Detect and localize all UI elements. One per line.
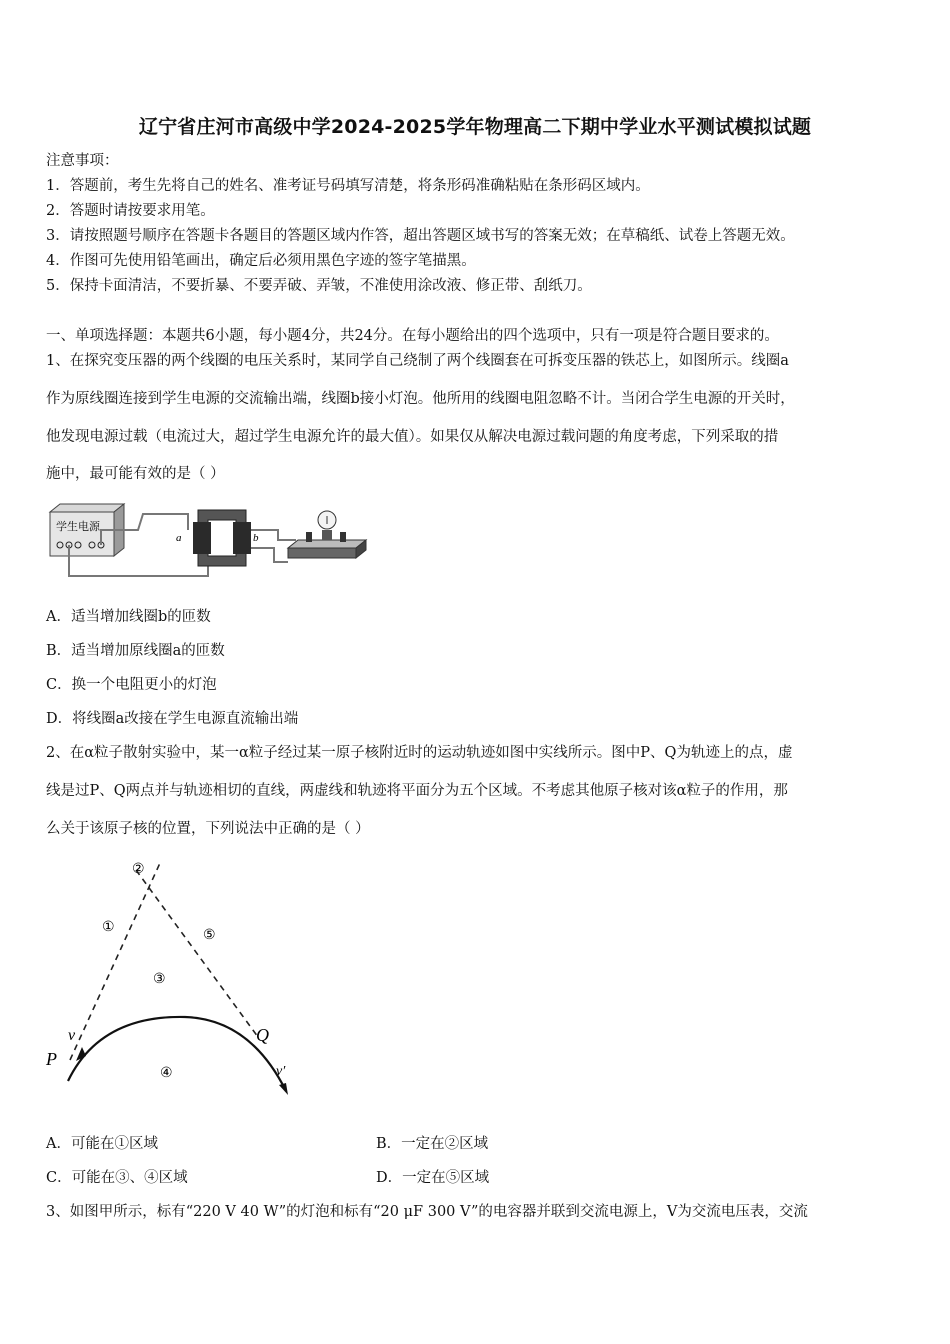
notice-item: 4．作图可先使用铅笔画出，确定后必须用黑色字迹的签字笔描黑。: [46, 253, 476, 269]
q2-option-d: D．一定在⑤区域: [376, 1170, 490, 1186]
coil-b-label: b: [253, 532, 259, 544]
q2-text-line: 么关于该原子核的位置，下列说法中正确的是（ ）: [46, 821, 370, 837]
q2-text-line: 线是过P、Q两点并与轨迹相切的直线，两虚线和轨迹将平面分为五个区域。不考虑其他原子核对该α粒子的作用，那: [46, 783, 788, 799]
q1-option-d: D．将线圈a改接在学生电源直流输出端: [46, 711, 299, 727]
point-p-label: P: [46, 1049, 57, 1069]
region-2-label: ②: [132, 861, 145, 877]
q2-option-a: A．可能在①区域: [46, 1136, 158, 1152]
transformer-figure: [48, 500, 368, 582]
power-supply-label: 学生电源: [56, 520, 100, 533]
velocity-v-label: v: [68, 1027, 76, 1044]
q1-text-line: 1、在探究变压器的两个线圈的电压关系时，某同学自己绕制了两个线圈套在可拆变压器的铁芯上，如图所示。线圈a: [46, 353, 789, 369]
q2-option-c: C．可能在③、④区域: [46, 1170, 188, 1186]
notice-item: 5．保持卡面清洁，不要折暴、不要弄破、弄皱，不准使用涂改液、修正带、刮纸刀。: [46, 278, 592, 294]
arrow-v2-icon: [279, 1083, 288, 1095]
notice-item: 3．请按照题号顺序在答题卡各题目的答题区域内作答，超出答题区域书写的答案无效；在草稿纸、试卷上答题无效。: [46, 228, 795, 244]
page-title: 辽宁省庄河市高级中学2024-2025学年物理高二下期中学业水平测试模拟试题: [138, 116, 812, 138]
coil-a-label: a: [176, 532, 182, 544]
trajectory-curve: [68, 1017, 286, 1091]
notice-heading: 注意事项：: [46, 153, 119, 169]
q2-text-line: 2、在α粒子散射实验中，某一α粒子经过某一原子核附近时的运动轨迹如图中实线所示。图中P、Q为轨迹上的点，虚: [46, 745, 793, 761]
q2-option-b: B．一定在②区域: [376, 1136, 489, 1152]
notice-item: 2．答题时请按要求用笔。: [46, 203, 215, 219]
region-3-label: ③: [153, 971, 166, 987]
trajectory-figure: [40, 855, 310, 1100]
region-5-label: ⑤: [203, 927, 216, 943]
region-4-label: ④: [160, 1065, 173, 1081]
q1-option-a: A．适当增加线圈b的匝数: [46, 609, 211, 625]
velocity-v2-label: v′: [276, 1064, 286, 1079]
tangent-line-q: [136, 870, 258, 1037]
q1-text-line: 作为原线圈连接到学生电源的交流输出端，线圈b接小灯泡。他所用的线圈电阻忽略不计。当闭合学生电源的开关时，: [46, 391, 795, 407]
q1-text-line: 施中，最可能有效的是（ ）: [46, 466, 225, 482]
region-1-label: ①: [102, 919, 115, 935]
lamp-icon: [288, 511, 366, 558]
section-heading: 一、单项选择题：本题共6小题，每小题4分，共24分。在每小题给出的四个选项中，只有一项是符合题目要求的。: [46, 328, 779, 344]
q1-text-line: 他发现电源过载（电流过大，超过学生电源允许的最大值）。如果仅从解决电源过载问题的角度考虑，下列采取的措: [46, 429, 779, 445]
notice-item: 1．答题前，考生先将自己的姓名、准考证号码填写清楚，将条形码准确粘贴在条形码区域内。: [46, 178, 650, 194]
point-q-label: Q: [256, 1025, 269, 1045]
transformer-core: [193, 510, 251, 566]
q1-option-c: C．换一个电阻更小的灯泡: [46, 677, 217, 693]
q3-text-line: 3、如图甲所示，标有“220 V 40 W”的灯泡和标有“20 μF 300 V”的电容器并联到交流电源上，V为交流电压表，交流: [46, 1204, 808, 1220]
q1-option-b: B．适当增加原线圈a的匝数: [46, 643, 225, 659]
